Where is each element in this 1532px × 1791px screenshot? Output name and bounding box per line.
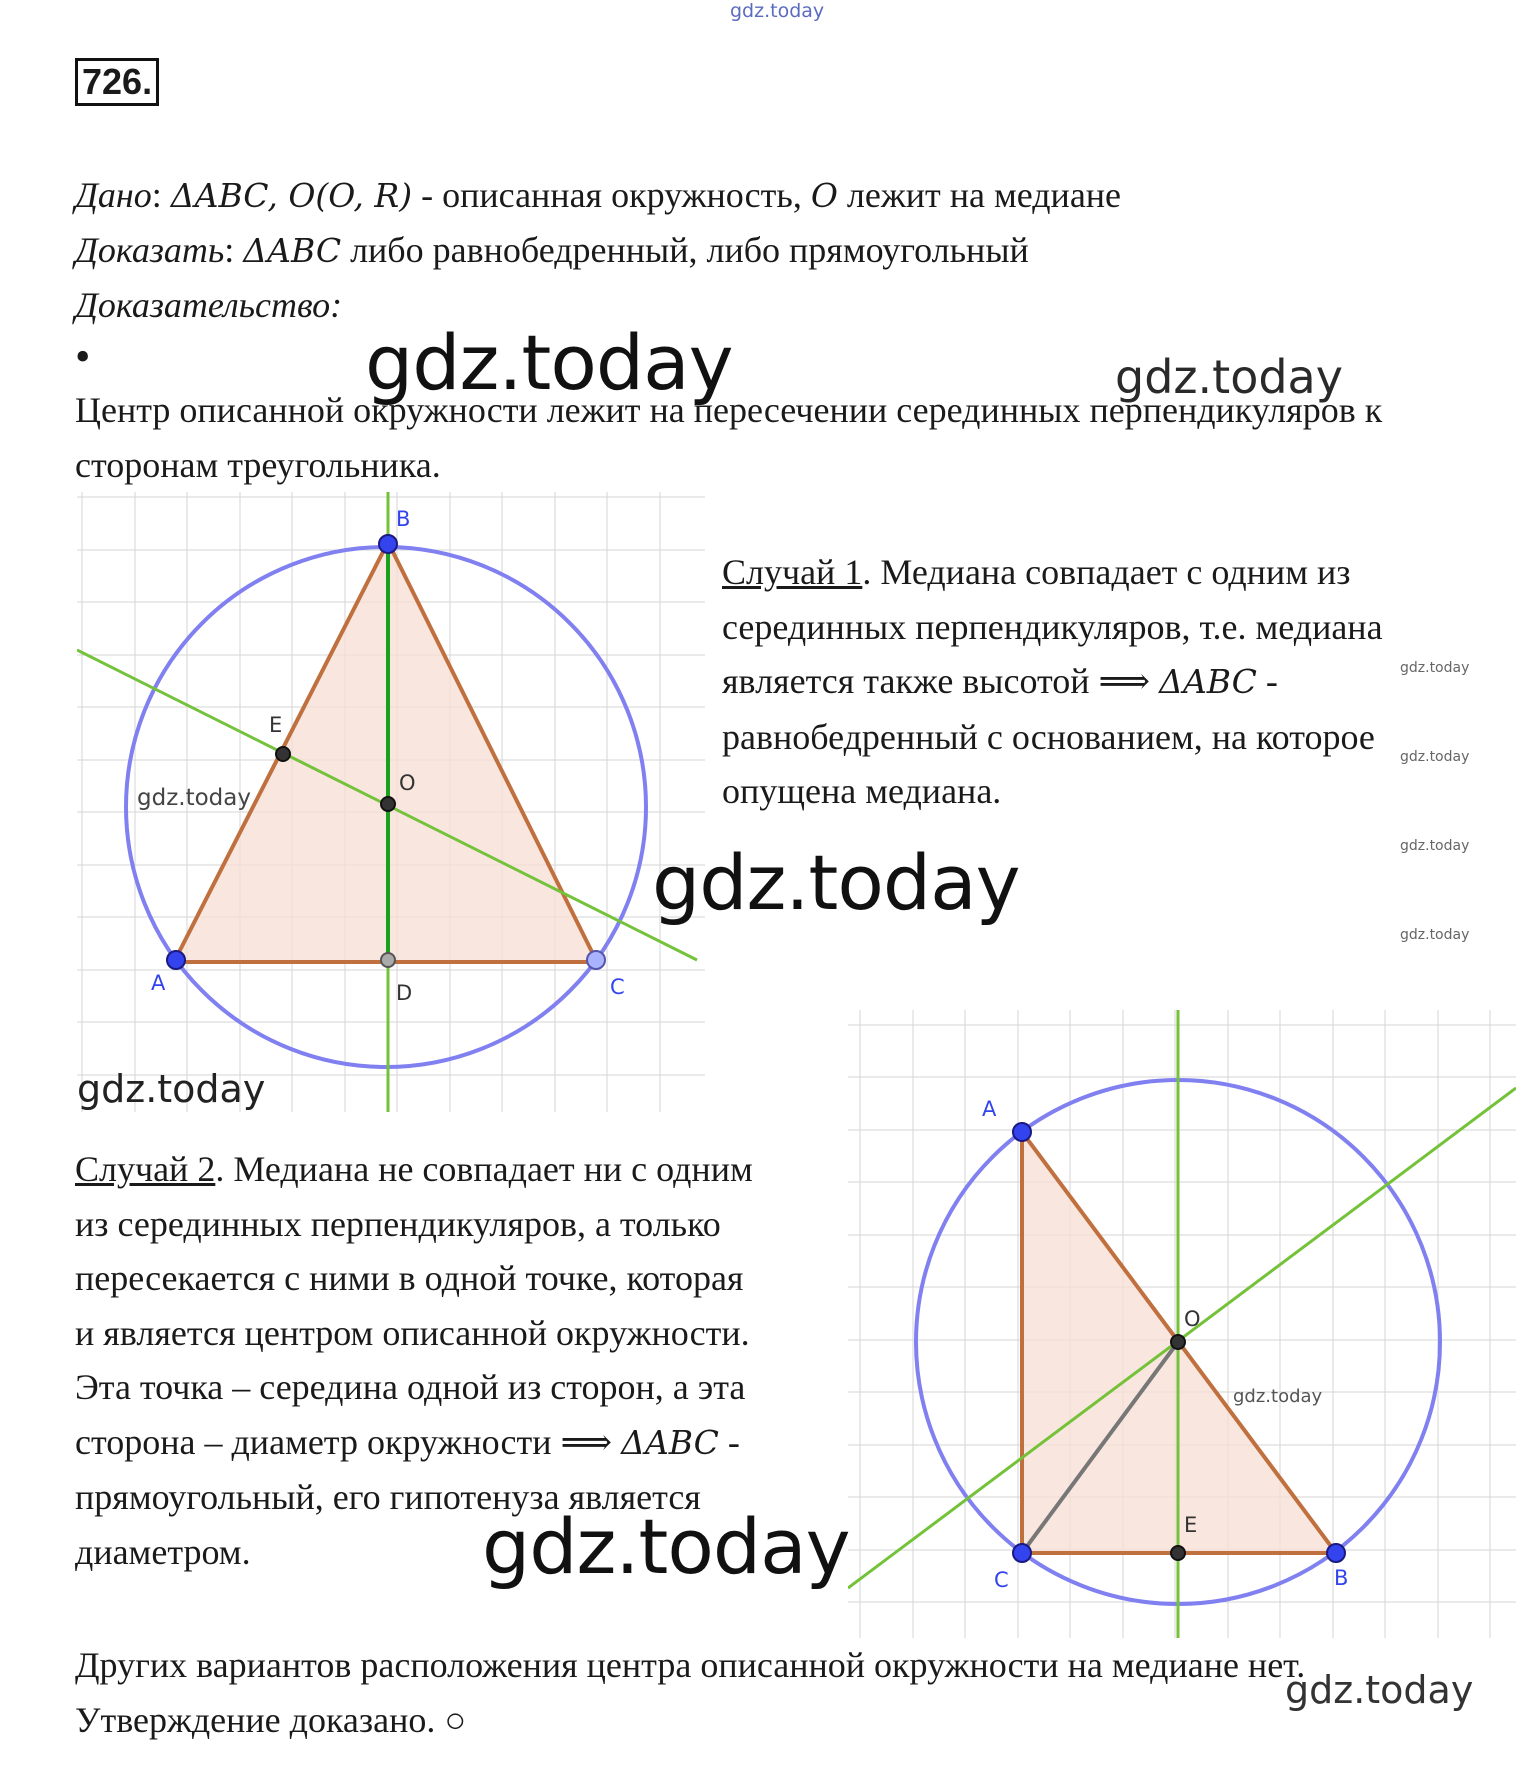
watermark-mid-1: gdz.today — [1115, 350, 1343, 404]
case-1-line-3-dash: - — [1256, 661, 1278, 701]
figure-2-point-e — [1171, 1546, 1185, 1560]
figure-2-label-b: B — [1334, 1566, 1349, 1590]
figure-2-label-a: A — [982, 1097, 997, 1121]
figure-2-label-e: E — [1184, 1513, 1198, 1537]
figure-1-label-d: D — [396, 981, 413, 1005]
case-1-title: Случай 1 — [722, 552, 863, 592]
case-2-line-1 — [75, 1142, 855, 1197]
given-line: Дано: ΔABC, O(O, R) - описанная окружность, O лежит на медиане — [75, 175, 1122, 215]
figure-2-point-o — [1171, 1335, 1185, 1349]
case-2-line-3: пересекается с ними в одной точке, которая — [75, 1258, 744, 1298]
given-text2: лежит на медиане — [837, 175, 1122, 215]
intro-line-1: Центр описанной окружности лежит на пересечении серединных перпендикуляров к — [75, 390, 1383, 430]
prove-text: либо равнобедренный, либо прямоугольный — [341, 230, 1029, 270]
figure-1-point-e — [276, 747, 290, 761]
given-math2: O — [810, 176, 838, 215]
watermark-big-2: gdz.today — [652, 838, 1020, 927]
given-text1: - описанная окружность, — [412, 175, 811, 215]
case-2-line-1-text: . Медиана не совпадает ни с одним — [215, 1149, 753, 1189]
intro-line-2: сторонам треугольника. — [75, 445, 441, 485]
figure-2-point-c — [1013, 1544, 1031, 1562]
case-1-line-4: равнобедренный с основанием, на которое — [722, 716, 1375, 757]
figure-2-point-a — [1013, 1123, 1031, 1141]
case-2-line-6-text: сторона – диаметр окружности ⟹ — [75, 1421, 622, 1462]
case-2-line-8: диаметром. — [75, 1531, 251, 1572]
margin-watermark-4: gdz.today — [1400, 927, 1470, 943]
margin-watermark-3: gdz.today — [1400, 838, 1470, 854]
watermark-bottom-right: gdz.today — [1285, 1668, 1474, 1712]
prove-label: Доказать — [75, 230, 225, 270]
case-2-line-6-dash: - — [718, 1421, 740, 1462]
case-2-line-4: и является центром описанной окружности. — [75, 1312, 750, 1353]
case-1-line-3 — [722, 654, 1482, 710]
figure-1-point-a — [167, 951, 185, 969]
conclusion-line-2: Утверждение доказано. ○ — [75, 1700, 467, 1740]
given-label: Дано — [75, 175, 152, 215]
figure-1-label-e: E — [269, 713, 283, 737]
figure-1-point-c — [587, 951, 605, 969]
figure-2-label-o: O — [1184, 1307, 1201, 1331]
figure-1-triangle — [174, 542, 597, 962]
case-2-line-6 — [75, 1415, 855, 1471]
watermark-big-3: gdz.today — [482, 1502, 850, 1591]
figure-2-label-c: C — [994, 1568, 1009, 1592]
figure-1-label-b: B — [396, 507, 411, 531]
case-1-line-1 — [722, 545, 1482, 600]
case-2-title: Случай 2 — [75, 1149, 216, 1189]
watermark-big-1: gdz.today — [365, 318, 733, 407]
figure-2-watermark: gdz.today — [1233, 1386, 1323, 1407]
case-2-line-7: прямоугольный, его гипотенуза является — [75, 1477, 701, 1517]
figure-1-label-c: C — [610, 975, 625, 999]
bullet: • — [75, 332, 91, 381]
header-watermark: gdz.today — [730, 0, 825, 22]
figure-2 — [848, 1010, 1516, 1638]
case-2-line-5: Эта точка – середина одной из сторон, а эта — [75, 1367, 746, 1407]
margin-watermark-1: gdz.today — [1400, 660, 1470, 676]
figure-1-watermark: gdz.today — [137, 785, 251, 811]
figure-1-watermark-bottom: gdz.today — [77, 1067, 266, 1111]
proof-label: Доказательство: — [75, 285, 343, 325]
prove-line: Доказать: ΔABC либо равнобедренный, либо прямоугольный — [75, 230, 1029, 270]
case-2-line-6-math: ΔABC — [621, 1422, 719, 1462]
problem-number: 726. — [75, 58, 159, 106]
case-1-line-2: серединных перпендикуляров, т.е. медиана — [722, 606, 1383, 647]
prove-math: ΔABC — [243, 231, 342, 270]
figure-1-label-o: O — [399, 771, 416, 795]
case-1-line-3-math: ΔABC — [1159, 662, 1257, 701]
figure-1-point-b — [379, 535, 397, 553]
case-1-paragraph — [722, 545, 1482, 819]
figure-1-label-a: A — [151, 971, 166, 995]
case-2-line-2: из серединных перпендикуляров, а только — [75, 1203, 721, 1244]
case-1-line-3-text: является также высотой ⟹ — [722, 661, 1160, 701]
case-1-line-5: опущена медиана. — [722, 771, 1002, 811]
figure-1-point-o — [381, 797, 395, 811]
given-math: ΔABC, O(O, R) — [170, 176, 413, 215]
figure-2-point-b — [1327, 1544, 1345, 1562]
figure-1-point-d — [381, 953, 395, 967]
margin-watermark-2: gdz.today — [1400, 749, 1470, 765]
conclusion-line-1: Других вариантов расположения центра описанной окружности на медиане нет. — [75, 1645, 1306, 1685]
case-1-line-1-text: . Медиана совпадает с одним из — [862, 552, 1351, 592]
